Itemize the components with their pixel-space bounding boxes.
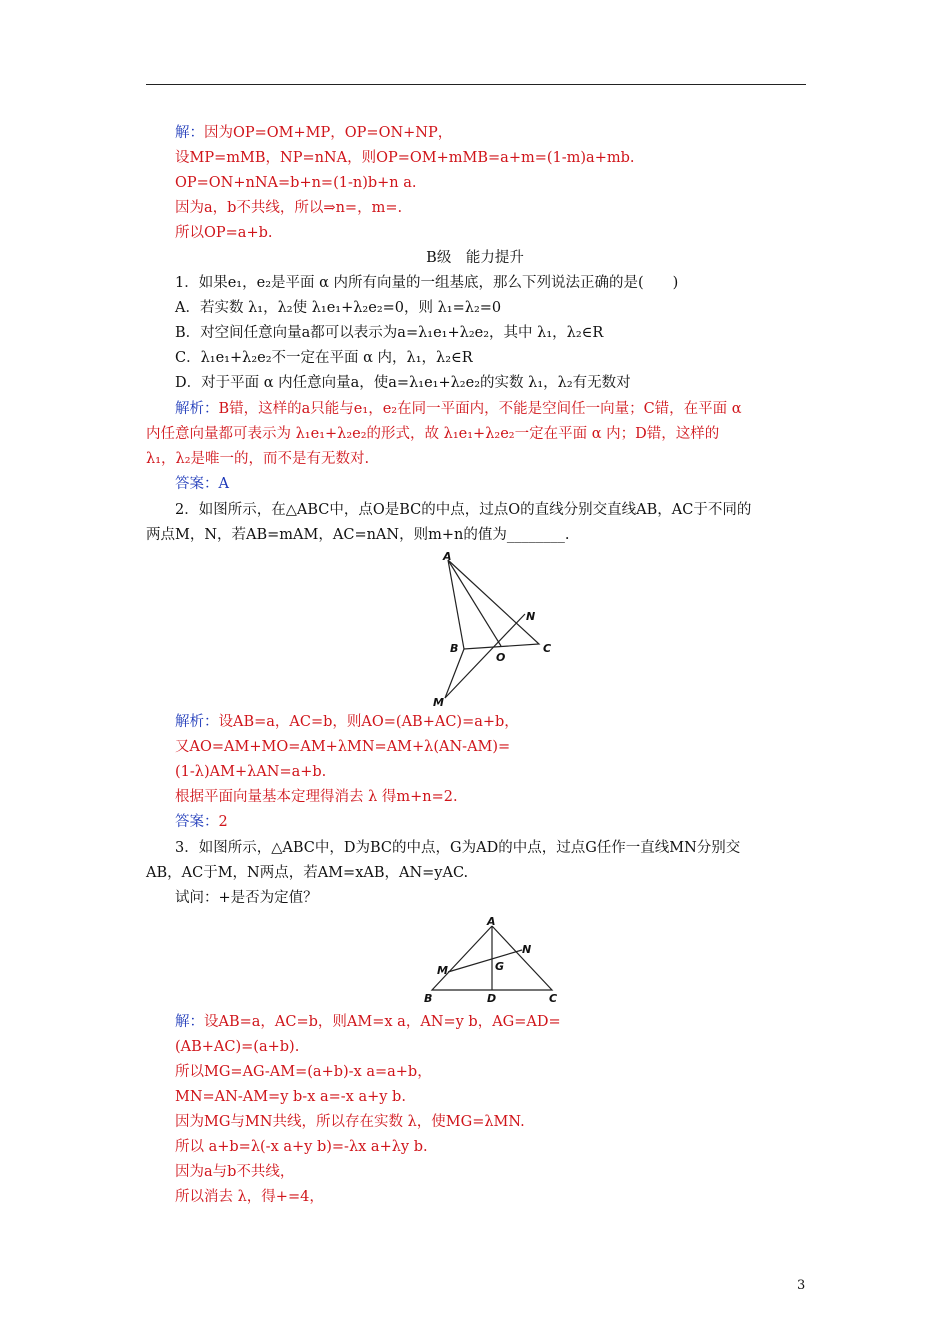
q3-solution-text-1: 设AB=a，AC=b，则AM=x a，AN=y b，AG=AD= [204, 1014, 561, 1030]
q2-label-c: C [543, 642, 552, 655]
q1-solution-text-1: B错，这样的a只能与e₁，e₂在同一平面内，不能是空间任一向量；C错，在平面 α [218, 401, 742, 417]
q3-solution-line-1 [175, 1012, 561, 1032]
q2-label-n: N [526, 610, 536, 623]
q3-label-a: A [487, 915, 496, 928]
q2-answer-value: 2 [218, 814, 228, 830]
intro-line-1 [175, 123, 452, 143]
q3-solution-line-8: 所以消去 λ，得+=4， [175, 1189, 324, 1205]
q2-triangle-figure [428, 548, 563, 710]
intro-line-5: 所以OP=a+b. [175, 225, 273, 241]
q1-answer: 答案：A [175, 476, 229, 492]
q2-answer [175, 812, 228, 832]
q3-stem-2: AB，AC于M，N两点，若AM=xAB，AN=yAC. [146, 865, 469, 881]
q1-solution-line-1 [175, 399, 742, 419]
q3-label-n: N [522, 943, 532, 956]
q3-triangle-figure [418, 910, 568, 1010]
q3-solution-line-6: 所以 a+b=λ(-x a+y b)=-λx a+λy b. [175, 1139, 428, 1155]
solution-tag: 解： [175, 1014, 204, 1030]
q3-label-g: G [495, 960, 505, 973]
q3-stem-3: 试问：+是否为定值？ [175, 890, 318, 906]
q2-label-b: B [450, 642, 459, 655]
section-title: B级 能力提升 [426, 250, 524, 266]
q3-label-m: M [437, 964, 448, 977]
q3-solution-line-7: 因为a与b不共线， [175, 1164, 295, 1180]
q2-stem-1: 2．如图所示，在△ABC中，点O是BC的中点，过点O的直线分别交直线AB，AC于不同的 [175, 502, 752, 518]
q1-option-a: A．若实数 λ₁，λ₂使 λ₁e₁+λ₂e₂=0，则 λ₁=λ₂=0 [175, 300, 502, 316]
q3-solution-line-3: 所以MG=AG-AM=(a+b)-x a=a+b， [175, 1064, 432, 1080]
q2-label-a: A [443, 550, 452, 563]
q2-solution-line-2: 又AO=AM+MO=AM+λMN=AM+λ(AN-AM)= [175, 739, 511, 755]
q2-solution-line-1 [175, 712, 519, 732]
q3-solution-line-5: 因为MG与MN共线，所以存在实数 λ，使MG=λMN. [175, 1114, 525, 1130]
analysis-tag: 解析： [175, 401, 219, 417]
q1-solution-line-2: 内任意向量都可表示为 λ₁e₁+λ₂e₂的形式，故 λ₁e₁+λ₂e₂一定在平面 α 内；D错，这样的 [146, 426, 720, 442]
q2-label-o: O [496, 651, 506, 664]
header-rule [146, 84, 806, 85]
q3-label-c: C [549, 992, 558, 1005]
q3-label-b: B [424, 992, 433, 1005]
q2-answer-label: 答案： [175, 814, 219, 830]
q2-label-m: M [433, 696, 444, 709]
q1-option-c: C．λ₁e₁+λ₂e₂不一定在平面 α 内，λ₁，λ₂∈R [175, 350, 473, 366]
q1-option-d: D．对于平面 α 内任意向量a，使a=λ₁e₁+λ₂e₂的实数 λ₁，λ₂有无数对 [175, 375, 631, 391]
q3-solution-line-4: MN=AN-AM=y b-x a=-x a+y b. [175, 1089, 406, 1105]
q3-solution-line-2: (AB+AC)=(a+b). [175, 1039, 300, 1055]
page-number: 3 [797, 1278, 806, 1293]
intro-line-3: OP=ON+nNA=b+n=(1-n)b+n a. [175, 175, 417, 191]
intro-line-1-text: 因为OP=OM+MP，OP=ON+NP， [204, 125, 453, 141]
intro-line-2: 设MP=mMB，NP=nNA，则OP=OM+mMB=a+m=(1-m)a+mb. [175, 150, 635, 166]
q1-option-b: B．对空间任意向量a都可以表示为a=λ₁e₁+λ₂e₂，其中 λ₁，λ₂∈R [175, 325, 604, 341]
q3-stem-1: 3．如图所示，△ABC中，D为BC的中点，G为AD的中点，过点G任作一直线MN分别交 [175, 840, 741, 856]
q2-solution-text-1: 设AB=a，AC=b，则AO=(AB+AC)=a+b， [218, 714, 519, 730]
q1-stem: 1．如果e₁，e₂是平面 α 内所有向量的一组基底，那么下列说法正确的是( ) [175, 275, 679, 291]
analysis-tag: 解析： [175, 714, 219, 730]
intro-line-4: 因为a，b不共线，所以⇒n=，m=. [175, 200, 403, 216]
q1-solution-line-3: λ₁，λ₂是唯一的，而不是有无数对. [146, 451, 370, 467]
q2-solution-line-4: 根据平面向量基本定理得消去 λ 得m+n=2. [175, 789, 458, 805]
q2-stem-2: 两点M，N，若AB=mAM，AC=nAN，则m+n的值为________. [146, 527, 570, 543]
q2-solution-line-3: (1-λ)AM+λAN=a+b. [175, 764, 327, 780]
q3-label-d: D [487, 992, 497, 1005]
solution-tag: 解： [175, 125, 204, 141]
